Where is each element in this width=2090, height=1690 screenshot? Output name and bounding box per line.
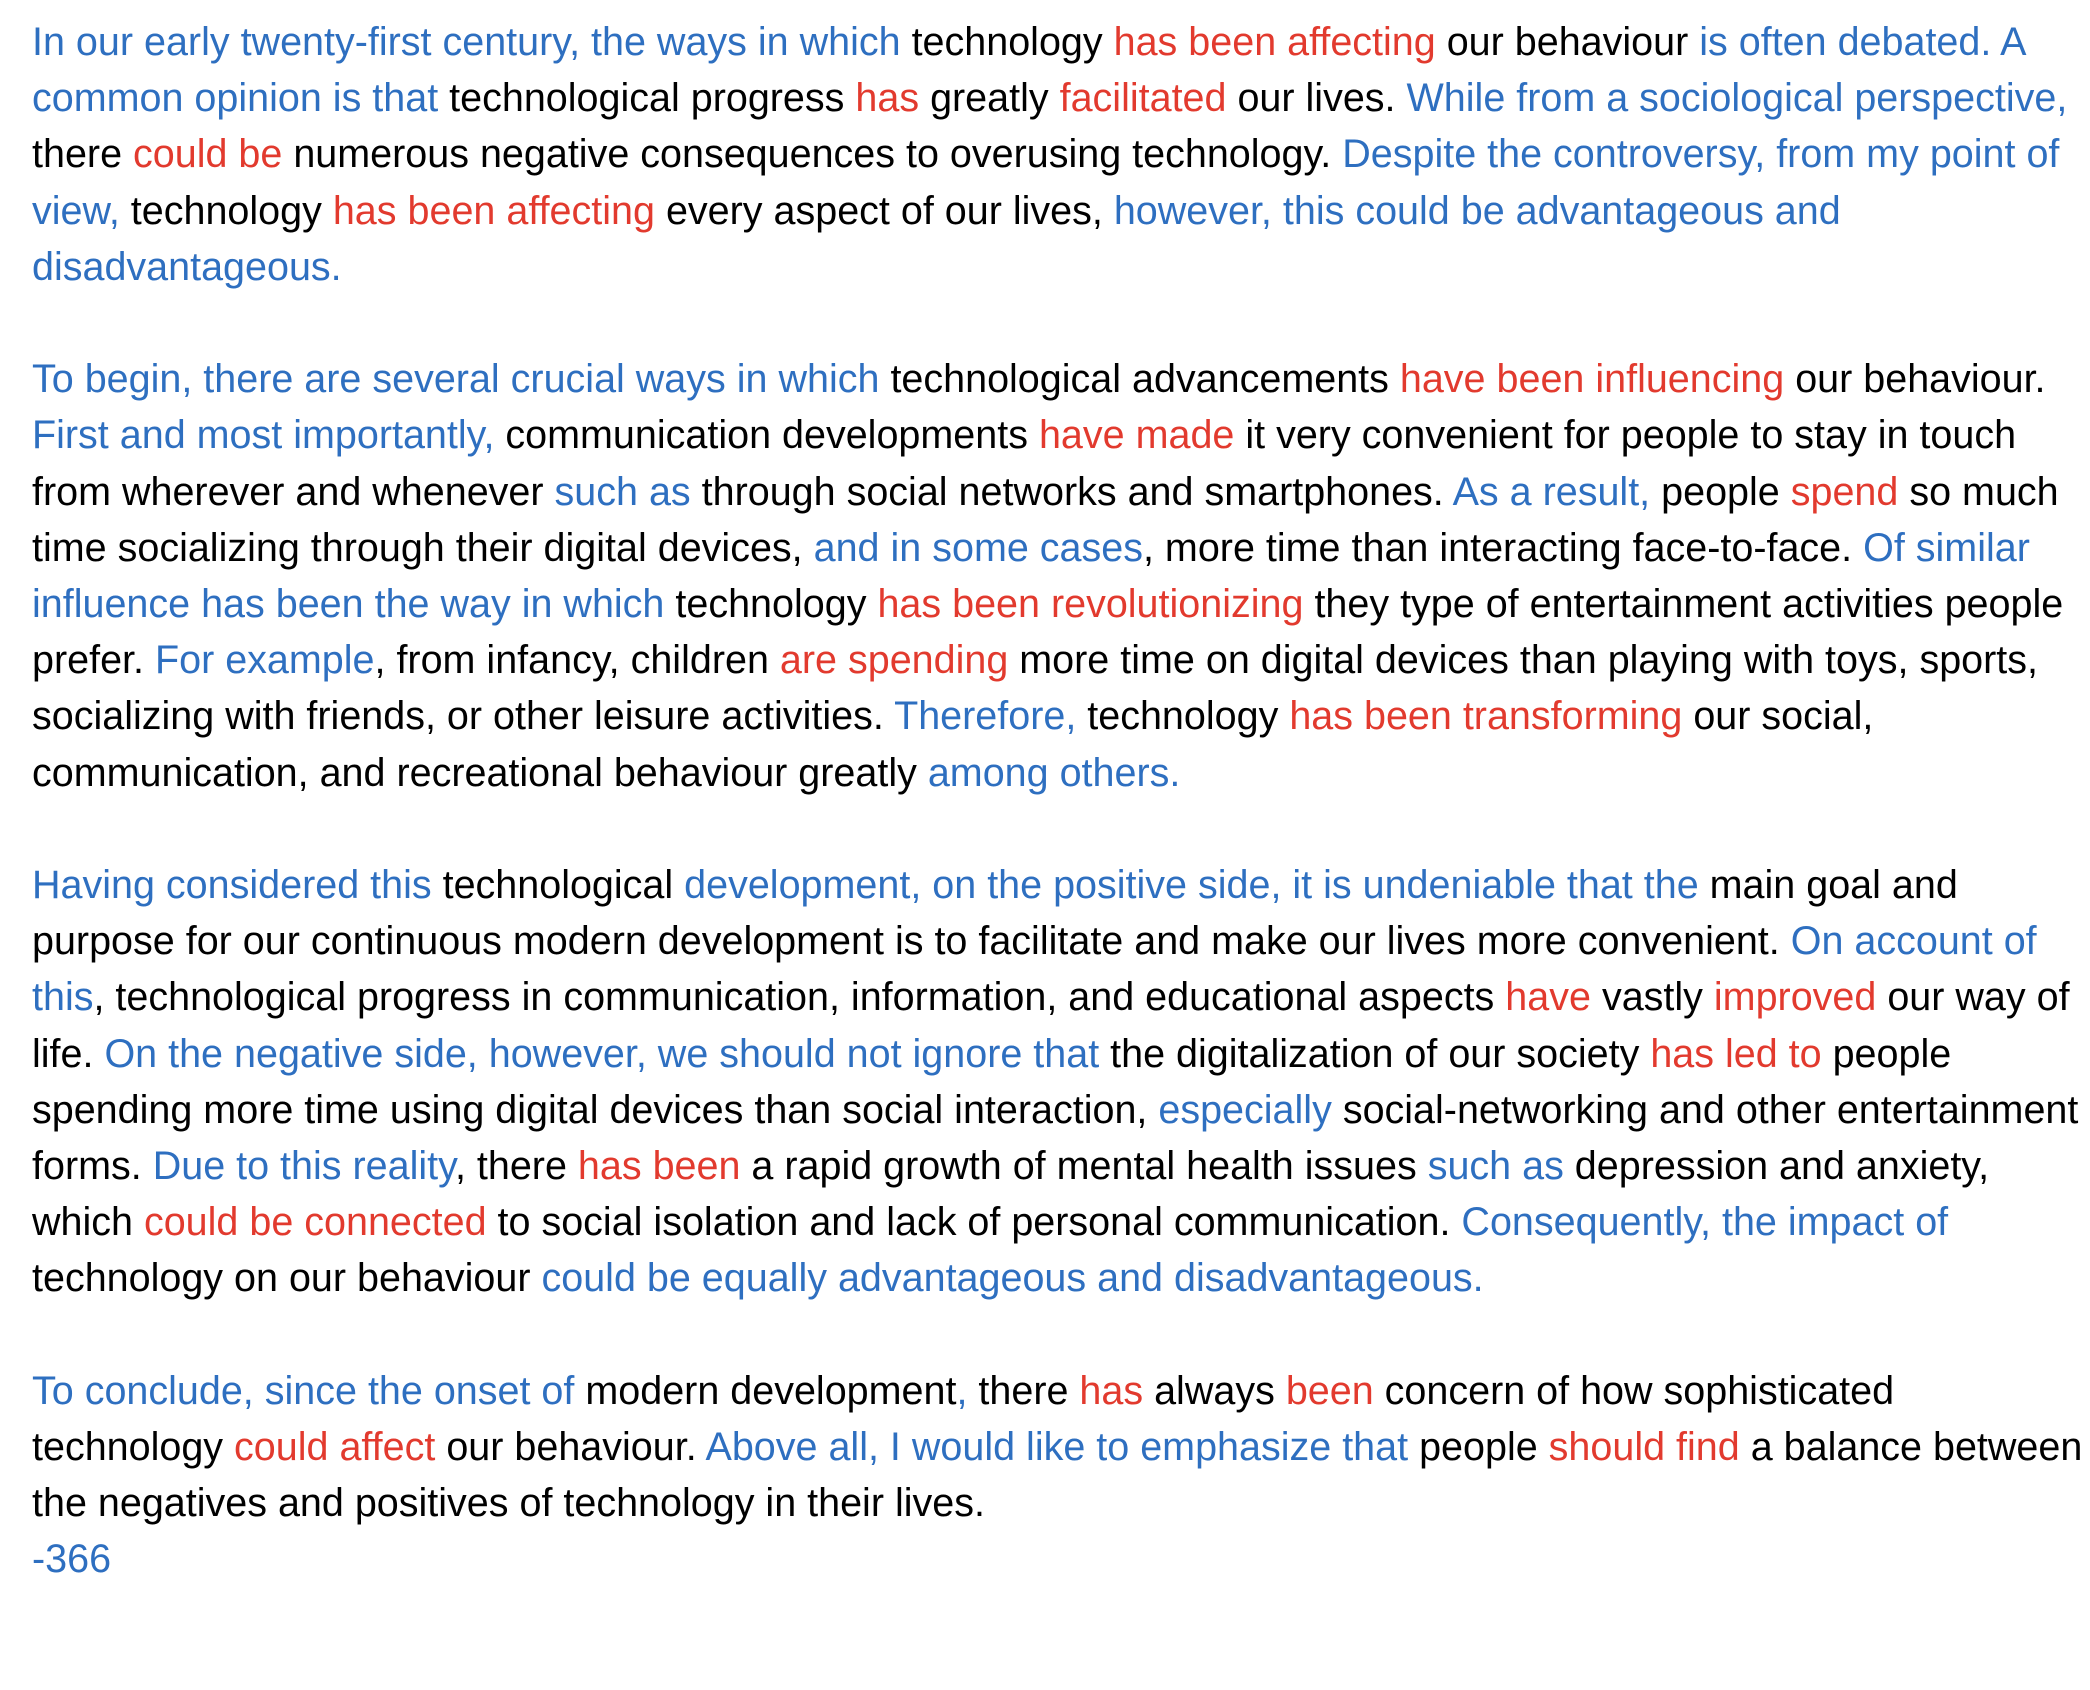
linking-phrase: First and most importantly, (32, 413, 506, 458)
linking-phrase: such as (554, 469, 702, 514)
plain-text: our behaviour (1446, 20, 1700, 64)
plain-text: it very convenient for people to stay in touch from wherever and whenever (32, 413, 2017, 514)
linking-phrase: , (956, 1368, 979, 1413)
plain-text: technological progress (449, 76, 856, 121)
linking-phrase: and in some cases (813, 525, 1143, 570)
plain-text: concern of how sophisticated technology (32, 1368, 1895, 1470)
essay-paragraph (32, 857, 2090, 1307)
plain-text: , there (454, 1144, 578, 1189)
word-count: -366 (32, 1537, 112, 1582)
linking-phrase: Above all, I would like to emphasize that (705, 1425, 1420, 1470)
essay-paragraph (32, 14, 2090, 295)
linking-phrase: however, this could be advantageous and disadvantageous. (32, 188, 1841, 289)
plain-text: to social isolation and lack of personal communication. (497, 1200, 1462, 1245)
plain-text: greatly (930, 76, 1060, 121)
plain-text: through social networks and smartphones. (701, 469, 1453, 514)
plain-text: communication developments (505, 413, 1039, 458)
plain-text: our lives. (1237, 76, 1407, 121)
verb-phrase: has led to (1650, 1031, 1833, 1076)
plain-text: technology (675, 582, 878, 627)
plain-text: our behaviour. (1795, 357, 2046, 402)
plain-text: people spending more time using digital devices than social interaction, (32, 1031, 1952, 1132)
linking-phrase: As a result, (1452, 469, 1662, 514)
linking-phrase: Despite the controversy, from my point of view, (32, 132, 2060, 233)
plain-text: technology (911, 20, 1114, 64)
verb-phrase: been (1285, 1368, 1385, 1413)
plain-text: numerous negative consequences to overusing technology. (293, 132, 1343, 177)
plain-text: a rapid growth of mental health issues (751, 1144, 1428, 1189)
plain-text: always (1154, 1368, 1286, 1413)
verb-phrase: spend (1790, 469, 1910, 514)
plain-text: , technological progress in communication, information, and educational aspects (93, 975, 1506, 1020)
verb-phrase: has (855, 76, 931, 121)
plain-text: our way of life. (32, 975, 2070, 1076)
essay-body (32, 14, 2083, 1531)
plain-text: , from infancy, children (374, 638, 780, 683)
linking-phrase: is often debated. A common opinion is that (32, 20, 2025, 121)
plain-text: a balance between the negatives and positives of technology in their lives. (32, 1425, 2083, 1526)
linking-phrase: On account of this (32, 919, 2037, 1020)
linking-phrase: Consequently, the impact of (1461, 1200, 1949, 1245)
linking-phrase: such as (1427, 1144, 1575, 1189)
linking-phrase: could be equally advantageous and disadvantageous. (541, 1256, 1484, 1301)
plain-text: technology (130, 188, 333, 233)
plain-text: depression and anxiety, which (32, 1144, 1990, 1245)
plain-text: technological advancements (890, 357, 1400, 402)
plain-text: so much time socializing through their digital devices, (32, 469, 2059, 570)
plain-text: technology (1087, 694, 1290, 739)
linking-phrase: To begin, there are several crucial ways in which (32, 357, 891, 402)
linking-phrase: especially (1158, 1087, 1343, 1132)
plain-text: , more time than interacting face-to-face. (1142, 525, 1864, 570)
verb-phrase: could be connected (143, 1200, 498, 1245)
plain-text: there (32, 132, 134, 177)
verb-phrase: could affect (234, 1425, 447, 1470)
linking-phrase: On the negative side, however, we should not ignore that (104, 1031, 1111, 1076)
plain-text: main goal and purpose for our continuous modern development is to facilitate and make our lives more convenient. (32, 863, 1958, 964)
verb-phrase: have been influencing (1399, 357, 1796, 402)
verb-phrase: has been affecting (1113, 20, 1447, 64)
linking-phrase: Having considered this (32, 863, 443, 908)
plain-text: vastly (1601, 975, 1714, 1020)
verb-phrase: could be (133, 132, 294, 177)
plain-text: every aspect of our lives, (665, 188, 1114, 233)
linking-phrase: Of similar influence has been the way in which (32, 525, 2030, 627)
verb-phrase: are spending (779, 638, 1020, 683)
verb-phrase: has (1079, 1368, 1155, 1413)
verb-phrase: facilitated (1059, 76, 1238, 121)
plain-text: our social, communication, and recreational behaviour greatly (32, 694, 1874, 795)
verb-phrase: improved (1713, 975, 1888, 1020)
verb-phrase: have (1505, 975, 1602, 1020)
essay-paragraph (32, 1363, 2090, 1532)
linking-phrase: development, on the positive side, it is undeniable that the (684, 863, 1710, 908)
linking-phrase: To conclude, since the onset of (32, 1368, 586, 1413)
plain-text: modern development (585, 1368, 957, 1413)
plain-text: people (1419, 1425, 1549, 1470)
plain-text: the digitalization of our society (1110, 1031, 1651, 1076)
verb-phrase: should find (1548, 1425, 1751, 1470)
plain-text: there (978, 1368, 1080, 1413)
verb-phrase: has been transforming (1289, 694, 1694, 739)
plain-text: technology on our behaviour (32, 1256, 542, 1301)
plain-text: they type of entertainment activities people prefer. (32, 582, 2064, 683)
linking-phrase: among others. (927, 750, 1181, 795)
plain-text: our behaviour. (446, 1425, 706, 1470)
linking-phrase: Due to this reality (152, 1144, 455, 1189)
verb-phrase: has been affecting (332, 188, 666, 233)
essay-paragraph (32, 351, 2090, 801)
verb-phrase: has been revolutionizing (877, 582, 1315, 627)
linking-phrase: While from a sociological perspective, (1406, 76, 2068, 121)
linking-phrase: For example (154, 638, 375, 683)
verb-phrase: have made (1038, 413, 1246, 458)
plain-text: social-networking and other entertainment forms. (32, 1087, 2079, 1189)
verb-phrase: has been (577, 1144, 752, 1189)
plain-text: technological (442, 863, 685, 908)
plain-text: more time on digital devices than playing with toys, sports, socializing with friends, or other leisure activities. (32, 638, 2038, 739)
plain-text: people (1661, 469, 1791, 514)
linking-phrase: Therefore, (894, 694, 1088, 739)
linking-phrase: In our early twenty-first century, the ways in which (32, 20, 912, 64)
